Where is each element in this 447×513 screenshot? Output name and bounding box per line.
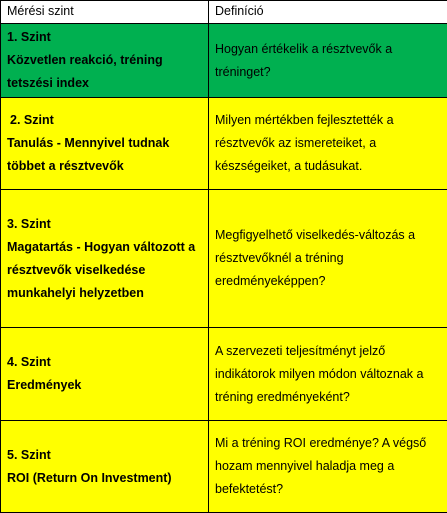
table-row — [1, 98, 447, 190]
level-number: 1. Szint — [7, 26, 202, 49]
level-title: Közvetlen reakció, tréning tetszési index — [7, 49, 202, 95]
table-row — [1, 328, 447, 421]
table-row — [1, 190, 447, 328]
level-cell — [1, 190, 209, 328]
level-cell — [1, 421, 209, 513]
level-title: Tanulás - Mennyivel tudnak többet a résztvevők — [7, 132, 202, 178]
definition-cell: Hogyan értékelik a résztvevők a tréninget? — [209, 24, 447, 98]
level-number: 3. Szint — [7, 213, 202, 236]
level-cell — [1, 98, 209, 190]
definition-cell: Mi a tréning ROI eredménye? A végső hozam mennyivel haladja meg a befektetést? — [209, 421, 447, 513]
table-header-row — [1, 1, 447, 24]
level-cell — [1, 328, 209, 421]
level-title: Magatartás - Hogyan változott a résztvevők viselkedése munkahelyi helyzetben — [7, 236, 202, 305]
level-title: ROI (Return On Investment) — [7, 467, 202, 490]
level-title: Eredmények — [7, 374, 202, 397]
header-measurement-level: Mérési szint — [1, 1, 209, 24]
definition-cell: Milyen mértékben fejlesztették a résztvevők az ismereteiket, a készségeiket, a tudásukat. — [209, 98, 447, 190]
table-row — [1, 24, 447, 98]
definition-cell: A szervezeti teljesítményt jelző indikátorok milyen módon változnak a tréning eredményeként? — [209, 328, 447, 421]
header-definition: Definíció — [209, 1, 447, 24]
level-number: 5. Szint — [7, 444, 202, 467]
level-number: 4. Szint — [7, 351, 202, 374]
level-number: 2. Szint — [7, 109, 202, 132]
level-cell — [1, 24, 209, 98]
table-row — [1, 421, 447, 513]
definition-cell: Megfigyelhető viselkedés-változás a résztvevőknél a tréning eredményeképpen? — [209, 190, 447, 328]
